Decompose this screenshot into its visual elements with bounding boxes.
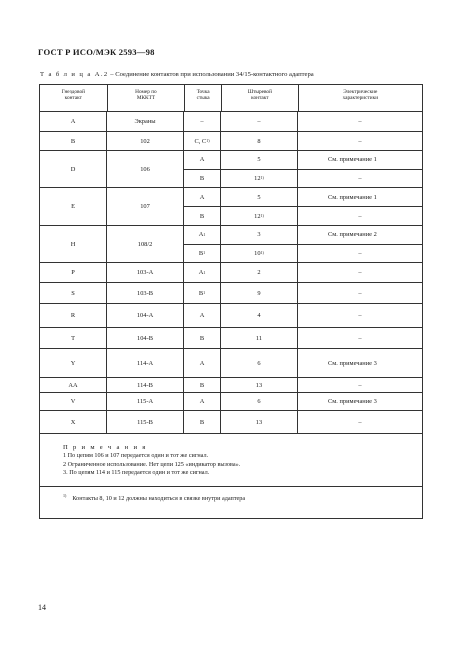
interface-point-cell: С, С 1) [184,132,221,150]
pin-contact-cell-text: 4 [257,312,261,319]
header-line: Точка [196,89,210,95]
table-row [40,328,422,349]
socket-contact-cell [40,411,107,433]
ccitt-number-cell-text: 114-B [137,381,153,389]
ccitt-number-cell [107,263,184,282]
header-ccitt-number [108,85,186,111]
header-socket-contact [40,85,108,111]
socket-contact-cell-text: T [71,334,75,342]
table-subrows [184,283,422,303]
electrical-characteristics-cell-text: – [358,174,362,182]
ccitt-number-cell [107,283,184,303]
interface-point-cell-text: A [198,231,204,239]
header-line: контакт [64,95,82,102]
table-subrows [184,132,422,150]
electrical-characteristics-cell [298,263,422,282]
interface-point-cell [184,188,221,206]
table-subrow [184,151,422,170]
pin-contact-cell-text: 3 [257,231,261,239]
pin-contact-cell: 12 1) [221,207,298,225]
ccitt-number-cell-text: 103-A [136,269,154,276]
table-row [40,283,422,304]
pin-contact-cell-text: 2 [257,269,261,276]
interface-point-cell [184,378,221,392]
pin-contact-cell-text: 11 [255,334,263,342]
socket-contact-cell [40,112,107,131]
table-subrows [184,328,422,348]
interface-point-cell-text: A [199,193,205,201]
header-electrical-characteristics [299,85,422,111]
table-caption-text: – Соединение контактов при использовании 34/15-контактного адаптера [108,71,314,78]
ccitt-number-cell [107,411,184,433]
interface-point-cell: A 1 [184,263,221,282]
pin-contact-cell-text: 6 [257,398,261,405]
ccitt-number-cell [107,378,184,392]
pin-contact-cell [221,263,298,282]
pin-contact-cell-text: – [257,118,261,125]
interface-point-cell [184,170,221,188]
ccitt-number-cell-text: Экраны [134,118,156,125]
electrical-characteristics-cell [298,170,422,188]
interface-point-cell [184,207,221,225]
table-subrows [184,263,422,282]
interface-point-cell-text: B [198,249,204,257]
electrical-characteristics-cell-text: См. примечание 1 [328,156,377,164]
socket-contact-cell-text: AA [68,381,78,389]
table-row [40,378,422,393]
interface-point-cell-text: B [199,334,205,342]
table-subrows [184,112,422,131]
table-subrows [184,304,422,327]
table-notes [40,434,422,487]
socket-contact-cell [40,263,107,282]
pin-contact-cell-text: 8 [257,137,261,145]
ccitt-number-cell [107,188,184,225]
table-subrows [184,378,422,392]
ccitt-number-cell [107,132,184,150]
table-row [40,304,422,328]
table-subrow [184,132,422,150]
table-subrow [184,170,422,188]
notes-title: П р и м е ч а н и я [63,444,148,451]
table-subrow [184,112,422,131]
ccitt-number-cell-text: 102 [140,137,150,145]
footnote-mark: 1) [63,492,67,498]
pin-contact-cell-text: 5 [257,193,261,201]
socket-contact-cell [40,151,107,187]
interface-point-cell [184,411,221,433]
interface-point-cell-text: B [199,418,205,426]
socket-contact-cell-text: S [71,289,75,297]
table-caption [40,71,314,78]
table-subrows [184,151,422,187]
electrical-characteristics-cell [298,245,422,263]
electrical-characteristics-cell [298,132,422,150]
interface-point-cell-text: A [199,312,205,319]
electrical-characteristics-cell-text: – [358,418,362,426]
table-subrows [184,188,422,225]
socket-contact-cell-text: B [70,137,76,145]
pin-contact-cell [221,378,298,392]
pin-contact-cell [221,393,298,410]
ccitt-number-cell [107,393,184,410]
connection-table [39,84,423,519]
pin-contact-cell [221,151,298,169]
header-pin-contact [222,85,299,111]
pin-contact-cell [221,304,298,327]
pin-contact-cell [221,112,298,131]
socket-contact-cell [40,349,107,377]
note-item: 2 Ограниченное использование. Нет цепи 125 «индикатор вызова». [63,460,241,468]
table-subrow [184,207,422,225]
ccitt-number-cell [107,226,184,262]
socket-contact-cell-text: P [71,269,75,276]
electrical-characteristics-cell [298,112,422,131]
interface-point-cell-text: B [199,381,205,389]
interface-point-cell [184,112,221,131]
socket-contact-cell-text: Y [70,359,76,367]
pin-contact-cell [221,188,298,206]
table-body [40,112,422,434]
note-item: 3. По цепям 114 и 115 передается один и тот же сигнал. [63,469,210,477]
header-interface-point [185,85,222,111]
table-subrows [184,411,422,433]
electrical-characteristics-cell-text: См. примечание 3 [328,398,377,405]
pin-contact-cell [221,328,298,348]
ccitt-number-cell-text: 104-A [136,312,154,319]
ccitt-number-cell-text: 103-B [137,289,154,297]
pin-contact-cell-text: 13 [255,418,263,426]
table-row [40,188,422,226]
interface-point-cell: A 1 [184,226,221,244]
table-subrows [184,349,422,377]
pin-contact-cell-text: 10 [254,249,261,257]
header-line: Штыревой [247,89,272,95]
table-row [40,393,422,411]
header-line: стыка [196,95,210,102]
electrical-characteristics-cell [298,207,422,225]
socket-contact-cell [40,328,107,348]
electrical-characteristics-cell-text: – [358,269,362,276]
table-row [40,112,422,132]
pin-contact-cell [221,132,298,150]
interface-point-cell-text: B [199,174,205,182]
ccitt-number-cell-text: 106 [140,165,150,173]
table-row [40,411,422,434]
ccitt-number-cell [107,328,184,348]
header-line: контакт [251,95,269,102]
interface-point-cell [184,349,221,377]
interface-point-cell-text: – [200,118,204,125]
document-header: ГОСТ Р ИСО/МЭК 2593—98 [38,47,155,57]
socket-contact-cell-text: A [70,118,76,125]
pin-contact-cell [221,411,298,433]
pin-contact-cell-text: 5 [257,156,261,164]
ccitt-number-cell [107,349,184,377]
table-row [40,263,422,283]
socket-contact-cell-text: D [70,165,76,173]
socket-contact-cell [40,132,107,150]
electrical-characteristics-cell-text: – [358,249,362,257]
ccitt-number-cell [107,112,184,131]
socket-contact-cell-text: H [70,240,76,248]
pin-contact-cell: 10 1) [221,245,298,263]
electrical-characteristics-cell [298,378,422,392]
socket-contact-cell [40,304,107,327]
electrical-characteristics-cell-text: – [358,118,362,125]
ccitt-number-cell-text: 115-A [136,398,154,405]
pin-contact-cell-text: 6 [257,359,261,367]
interface-point-cell-text: A [199,156,205,164]
table-subrow [184,188,422,207]
table-row [40,226,422,263]
ccitt-number-cell-text: 108/2 [137,240,153,248]
electrical-characteristics-cell-text: – [358,212,362,220]
ccitt-number-cell [107,304,184,327]
pin-contact-cell [221,283,298,303]
footnote-text: Контакты 8, 10 и 12 должны находиться в связке внутри адаптера [72,494,246,502]
note-item: 1 По цепям 106 и 107 передается один и тот же сигнал. [63,452,209,460]
interface-point-cell-text: B [198,289,204,297]
interface-point-cell [184,393,221,410]
electrical-characteristics-cell-text: – [358,137,362,145]
table-subrow [184,378,422,392]
interface-point-cell: B 1 [184,283,221,303]
electrical-characteristics-cell-text: – [358,334,362,342]
table-row [40,132,422,151]
electrical-characteristics-cell [298,226,422,244]
table-header-row [40,85,422,112]
socket-contact-cell [40,393,107,410]
socket-contact-cell [40,378,107,392]
interface-point-cell [184,328,221,348]
ccitt-number-cell-text: 115-B [137,418,153,426]
header-line: Гнездовой [61,89,86,95]
table-subrow [184,411,422,433]
electrical-characteristics-cell [298,283,422,303]
pin-contact-cell-text: 12 [254,174,261,182]
electrical-characteristics-cell [298,304,422,327]
header-line: характеристики [342,95,379,102]
socket-contact-cell [40,226,107,262]
socket-contact-cell-text: X [70,418,76,426]
interface-point-cell [184,304,221,327]
table-subrow [184,393,422,410]
interface-point-cell-text: B [199,212,205,220]
interface-point-cell-text: A [198,269,204,276]
ccitt-number-cell-text: 114-A [136,359,154,367]
ccitt-number-cell [107,151,184,187]
socket-contact-cell [40,188,107,225]
electrical-characteristics-cell [298,349,422,377]
table-row [40,349,422,378]
table-subrow [184,263,422,282]
ccitt-number-cell-text: 107 [140,203,150,210]
table-subrow [184,226,422,245]
pin-contact-cell [221,226,298,244]
electrical-characteristics-cell [298,151,422,169]
table-subrow [184,283,422,303]
pin-contact-cell-text: 13 [255,381,263,389]
table-row [40,151,422,188]
table-subrow [184,349,422,377]
interface-point-cell: B 1 [184,245,221,263]
socket-contact-cell-text: R [70,312,76,319]
header-line: Электрические [343,89,378,95]
interface-point-cell-text: A [199,398,205,405]
table-subrow [184,304,422,327]
electrical-characteristics-cell-text: См. примечание 3 [328,359,377,367]
table-footnote [40,487,422,518]
table-subrows [184,393,422,410]
socket-contact-cell [40,283,107,303]
pin-contact-cell [221,349,298,377]
table-subrows [184,226,422,262]
ccitt-number-cell-text: 104-B [137,334,154,342]
table-caption-label: Т а б л и ц а А.2 [40,71,109,78]
interface-point-cell-text: A [199,359,205,367]
socket-contact-cell-text: V [70,398,76,405]
pin-contact-cell-text: 9 [257,289,261,297]
electrical-characteristics-cell-text: – [358,289,362,297]
interface-point-cell [184,151,221,169]
pin-contact-cell-text: 12 [254,212,261,220]
electrical-characteristics-cell-text: – [358,381,362,389]
electrical-characteristics-cell [298,328,422,348]
electrical-characteristics-cell-text: См. примечание 1 [328,193,377,201]
interface-point-cell-text: С, С [194,137,207,145]
page-number: 14 [38,603,46,612]
header-line: МККТТ [136,95,156,102]
electrical-characteristics-cell [298,393,422,410]
pin-contact-cell: 12 1) [221,170,298,188]
electrical-characteristics-cell [298,411,422,433]
socket-contact-cell-text: E [71,203,75,210]
electrical-characteristics-cell-text: См. примечание 2 [328,231,377,239]
header-line: Номер по [135,89,157,95]
table-subrow [184,328,422,348]
electrical-characteristics-cell [298,188,422,206]
table-subrow [184,245,422,263]
electrical-characteristics-cell-text: – [358,312,362,319]
